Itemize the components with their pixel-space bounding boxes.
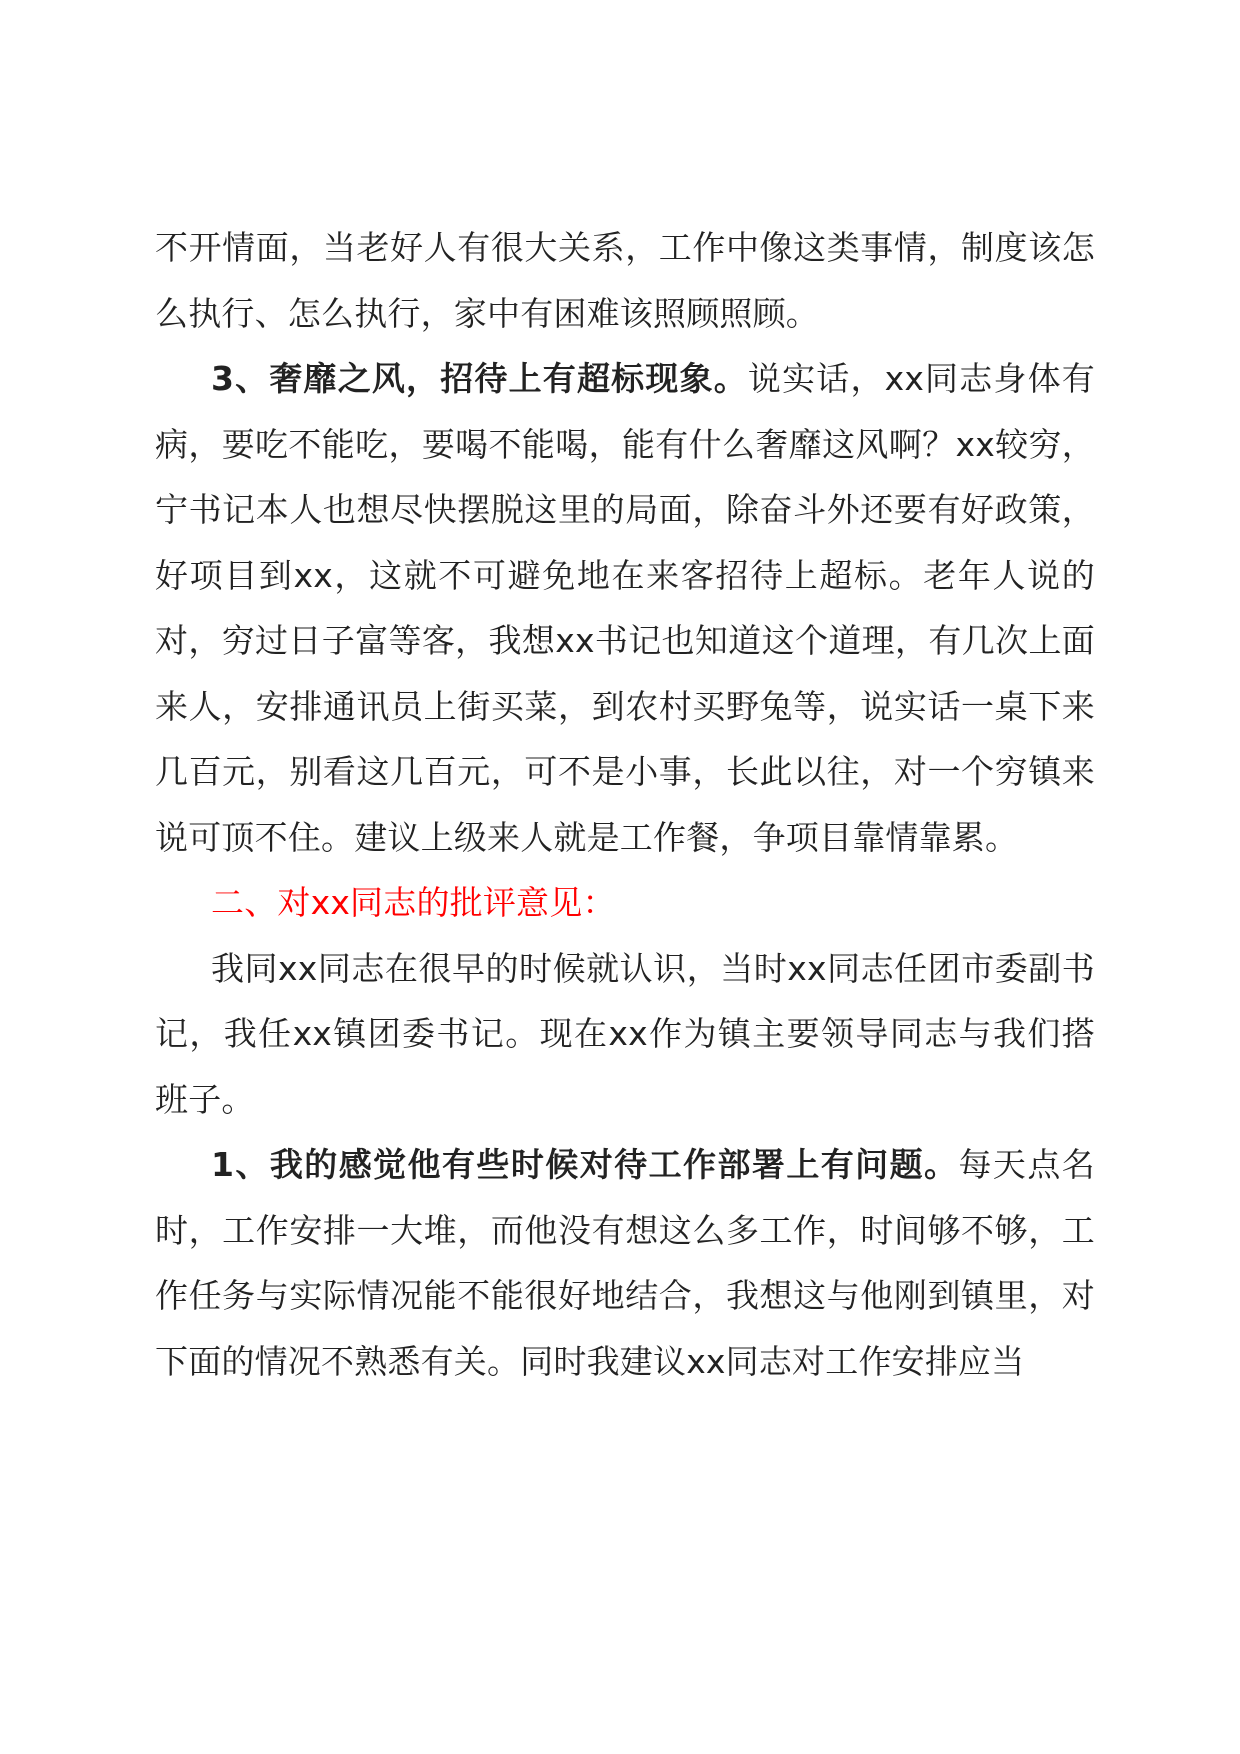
paragraph-continuation: 不开情面，当老好人有很大关系，工作中像这类事情，制度该怎么执行、怎么执行，家中有困难该照顾照顾。 xyxy=(155,228,1095,333)
paragraph-heading-extravagance: 3、奢靡之风，招待上有超标现象。 xyxy=(211,359,748,398)
paragraph-body-work-arrangement: 每天点名时，工作安排一大堆，而他没有想这么多工作，时间够不够，工作任务与实际情况能不能很好地结合，我想这与他刚到镇里，对下面的情况不熟悉有关。同时我建议xx同志对工作安排应当 xyxy=(155,1145,1095,1381)
paragraph-body-extravagance: 说实话，xx同志身体有病，要吃不能吃，要喝不能喝，能有什么奢靡这风啊？xx较穷，宁书记本人也想尽快摆脱这里的局面，除奋斗外还要有好政策，好项目到xx，这就不可避免地在来客招待上超标。老年人说的对，穷过日子富等客，我想xx书记也知道这个道理，有几次上面来人，安排通讯员上街买菜，到农村买野兔等，说实话一桌下来几百元，别看这几百元，可不是小事，长此以往，对一个穷镇来说可顶不住。建议上级来人就是工作餐，争项目靠情靠累。 xyxy=(155,359,1095,857)
paragraph-acquaintance: 我同xx同志在很早的时候就认识，当时xx同志任团市委副书记，我任xx镇团委书记。现在xx作为镇主要领导同志与我们搭班子。 xyxy=(155,948,1095,1119)
section-heading-criticism: 二、对xx同志的批评意见： xyxy=(211,883,616,922)
paragraph-extravagance xyxy=(155,346,1095,870)
paragraph-heading-work-arrangement: 1、我的感觉他有些时候对待工作部署上有问题。 xyxy=(211,1145,959,1184)
paragraph-work-arrangement xyxy=(155,1132,1095,1394)
document-body xyxy=(155,215,1095,1394)
